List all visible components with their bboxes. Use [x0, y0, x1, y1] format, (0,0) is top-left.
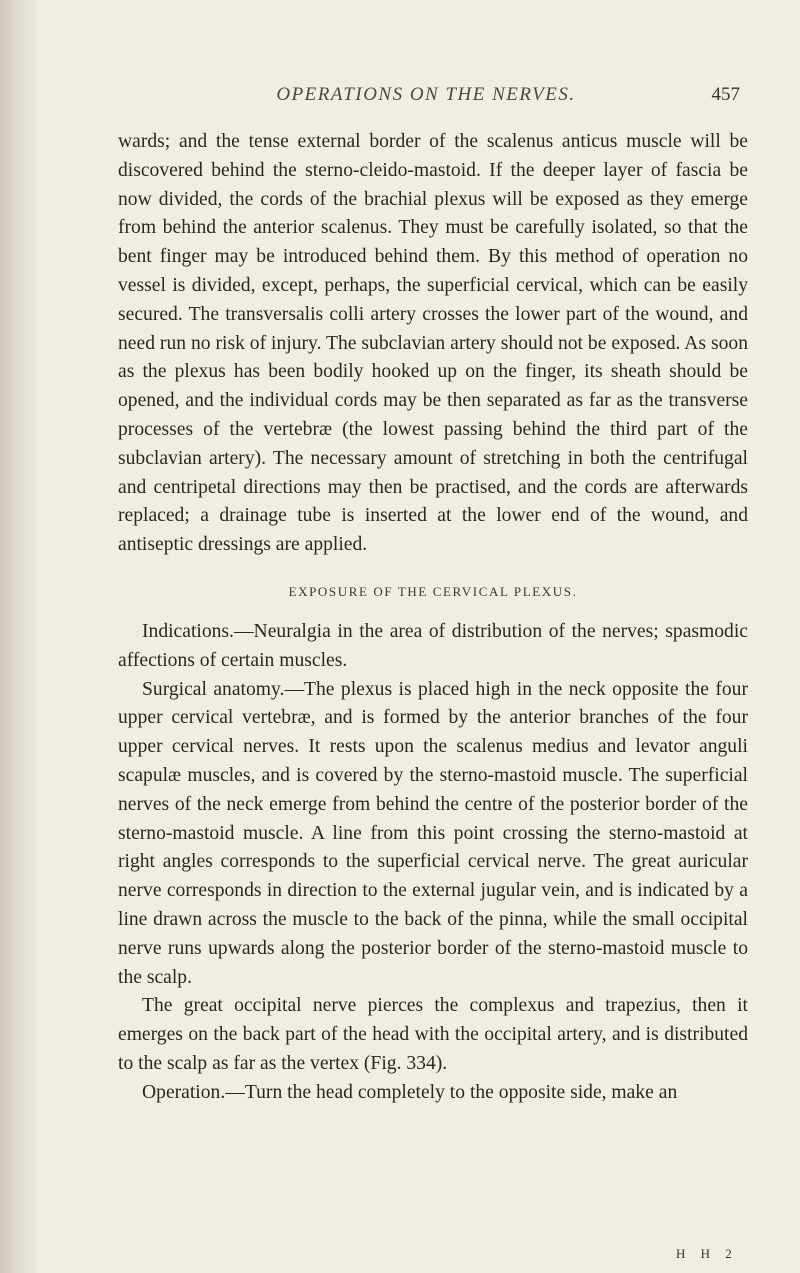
page-binding-edge [0, 0, 36, 1273]
running-title: OPERATIONS ON THE NERVES. [276, 84, 576, 105]
paragraph-operation: Operation.—Turn the head completely to the opposite side, make an [142, 1081, 678, 1103]
signature-mark: H H 2 [676, 1246, 738, 1261]
section-heading: EXPOSURE OF THE CERVICAL PLEXUS. [288, 583, 578, 599]
book-page [36, 0, 800, 1273]
paragraph-surgical-anatomy: Surgical anatomy.—The plexus is placed high in the neck opposite the four upper cervical vertebræ, and is formed by the anterior branches of the four upper cervical nerves. It rests upon the scalenus medius and levator anguli scapulæ muscles, and is covered by the sterno-mastoid muscle. The superficial nerves of the neck emerge from behind the centre of the posterior border of the sterno-mastoid muscle. A line from this point crossing the sterno-mastoid at right angles corresponds to the superficial cervical nerve. The great auricular nerve corresponds in direction to the external jugular vein, and is indicated by a line drawn across the muscle to the back of the pinna, while the small occipital nerve runs upwards along the posterior border of the sterno-mastoid muscle to the scalp. [118, 678, 748, 988]
body-text [118, 128, 748, 1108]
paragraph-indications: Indications.—Neuralgia in the area of distribution of the nerves; spasmodic affections of certain muscles. [118, 620, 748, 671]
paragraph-continued: wards; and the tense external border of the scalenus anticus muscle will be discovered behind the sterno-cleido-mastoid. If the deeper layer of fascia be now divided, the cords of the brachial plexus will be exposed as they emerge from behind the anterior scalenus. They must be carefully isolated, so that the bent finger may be introduced behind them. By this method of operation no vessel is divided, except, perhaps, the superficial cervical, which can be easily secured. The transversalis colli artery crosses the lower part of the wound, and need run no risk of injury. The subclavian artery should not be exposed. As soon as the plexus has been bodily hooked up on the finger, its sheath should be opened, and the individual cords may be then separated as far as the transverse processes of the vertebræ (the lowest passing behind the third part of the subclavian artery). The necessary amount of stretching in both the centrifugal and centripetal directions may then be practised, and the cords are afterwards replaced; a drainage tube is inserted at the lower end of the wound, and antiseptic dressings are applied. [118, 131, 748, 556]
page-number: 457 [711, 84, 740, 105]
paragraph-great-occipital: The great occipital nerve pierces the complexus and trapezius, then it emerges on the back part of the head with the occipital artery, and is distributed to the scalp as far as the vertex (Fig. 334). [118, 995, 748, 1074]
